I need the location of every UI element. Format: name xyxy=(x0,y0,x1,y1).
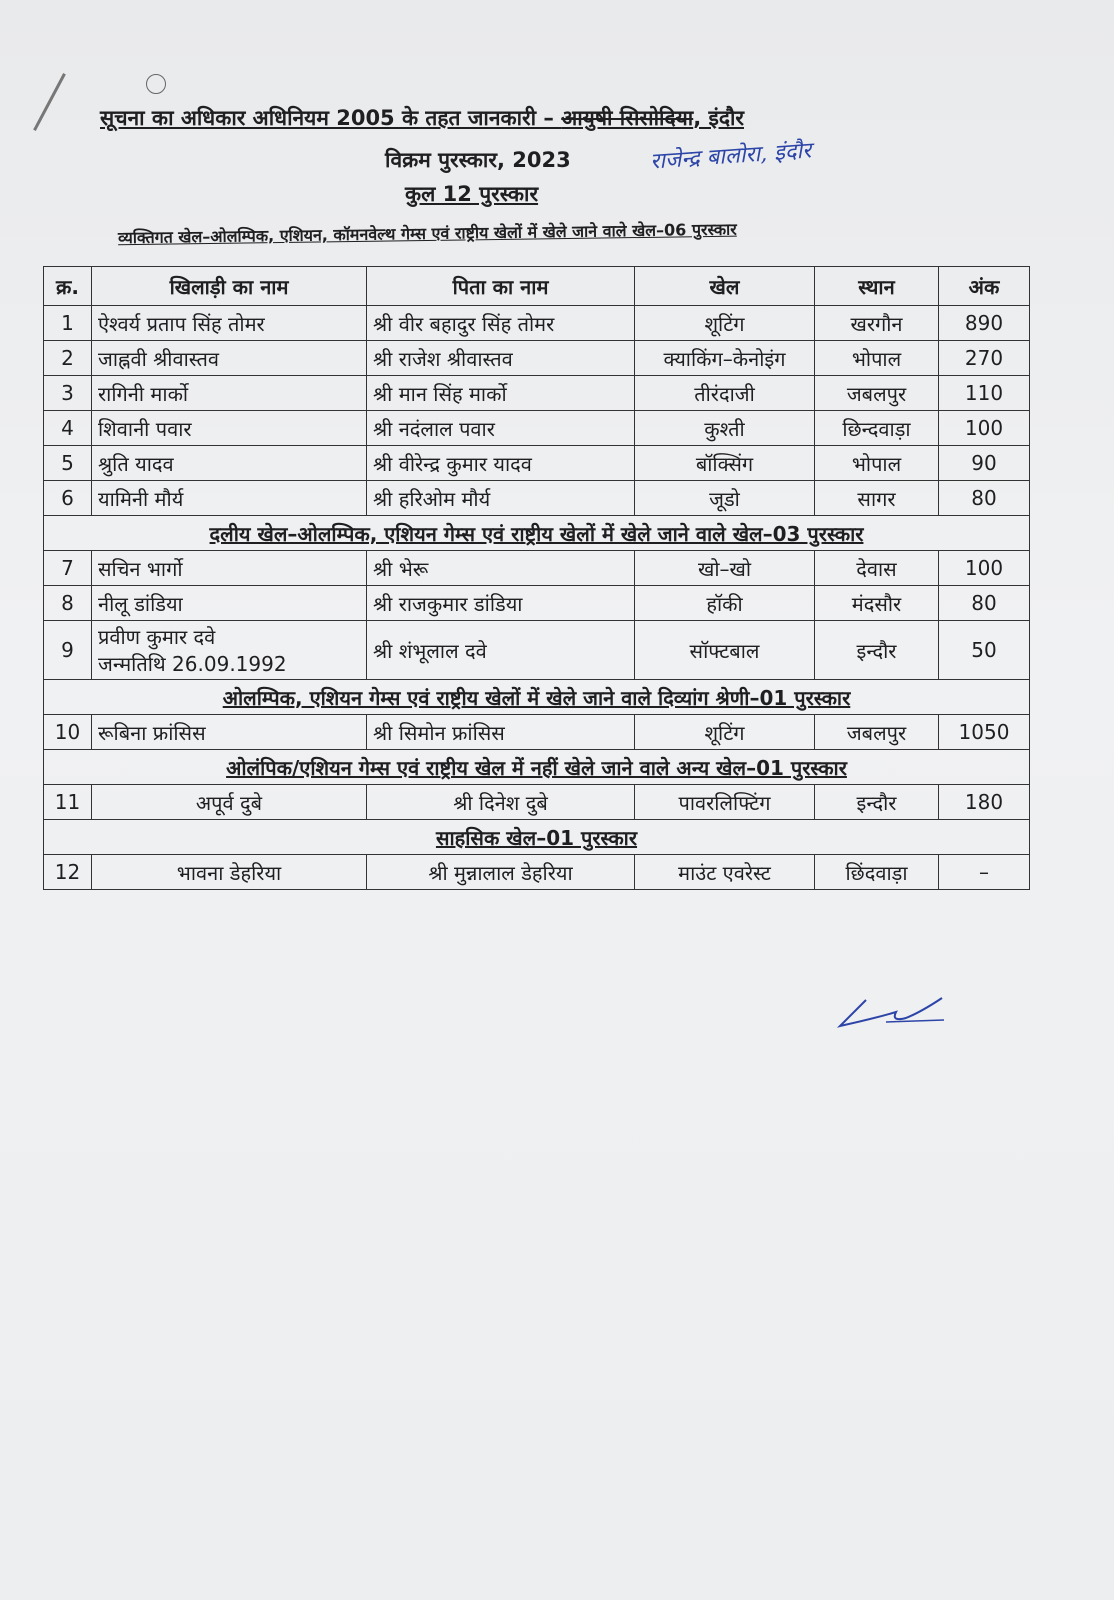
date-of-birth: जन्मतिथि 26.09.1992 xyxy=(98,652,287,676)
table-row: 11 अपूर्व दुबे श्री दिनेश दुबे पावरलिफ्टिंग इन्दौर 180 xyxy=(44,785,1030,820)
col-father-name: पिता का नाम xyxy=(367,267,635,306)
col-points: अंक xyxy=(939,267,1030,306)
struck-name: आयुषी सिसोदिया xyxy=(561,106,694,130)
table-header-row xyxy=(44,267,1030,306)
table-row: 12 भावना डेहरिया श्री मुन्नालाल डेहरिया माउंट एवरेस्ट छिंदवाड़ा – xyxy=(44,855,1030,890)
section5-title: साहसिक खेल–01 पुरस्कार xyxy=(44,820,1030,855)
award-name: विक्रम पुरस्कार, 2023 xyxy=(385,148,571,172)
section3-header-row xyxy=(44,680,1030,715)
section2-title: दलीय खेल–ओलम्पिक, एशियन गेम्स एवं राष्ट्रीय खेलों में खेले जाने वाले खेल–03 पुरस्कार xyxy=(44,516,1030,551)
col-place: स्थान xyxy=(815,267,939,306)
total-awards: कुल 12 पुरस्कार xyxy=(405,182,539,206)
punch-hole-circle xyxy=(146,74,166,94)
section5-header-row xyxy=(44,820,1030,855)
col-sport: खेल xyxy=(635,267,815,306)
section1-title: व्यक्तिगत खेल–ओलम्पिक, एशियन, कॉमनवेल्थ गेम्स एवं राष्ट्रीय खेलों में खेले जाने वाले खेल–06 पुरस्कार xyxy=(117,219,737,248)
table-row: 7 सचिन भार्गो श्री भेरू खो–खो देवास 100 xyxy=(44,551,1030,586)
table-row: 4 शिवानी पवार श्री नदंलाल पवार कुश्ती छिन्दवाड़ा 100 xyxy=(44,411,1030,446)
col-sn: क्र. xyxy=(44,267,92,306)
awards-table xyxy=(43,266,1030,890)
table-row: 2 जाह्नवी श्रीवास्तव श्री राजेश श्रीवास्तव क्याकिंग–केनोइंग भोपाल 270 xyxy=(44,341,1030,376)
table-row: 1 ऐश्वर्य प्रताप सिंह तोमर श्री वीर बहादुर सिंह तोमर शूटिंग खरगौन 890 xyxy=(44,306,1030,341)
section3-title: ओलम्पिक, एशियन गेम्स एवं राष्ट्रीय खेलों में खेले जाने वाले दिव्यांग श्रेणी–01 पुरस्कार xyxy=(44,680,1030,715)
handwritten-name: राजेन्द्र बालोरा, इंदौर xyxy=(649,138,813,175)
table-row: 9 प्रवीण कुमार दवे जन्मतिथि 26.09.1992 श्री शंभूलाल दवे सॉफ्टबाल इन्दौर 50 xyxy=(44,621,1030,680)
section4-header-row xyxy=(44,750,1030,785)
section2-header-row xyxy=(44,516,1030,551)
table-row: 10 रूबिना फ्रांसिस श्री सिमोन फ्रांसिस शूटिंग जबलपुर 1050 xyxy=(44,715,1030,750)
table-row: 5 श्रुति यादव श्री वीरेन्द्र कुमार यादव बॉक्सिंग भोपाल 90 xyxy=(44,446,1030,481)
signature-icon xyxy=(836,992,946,1032)
section4-title: ओलंपिक/एशियन गेम्स एवं राष्ट्रीय खेल में नहीं खेले जाने वाले अन्य खेल–01 पुरस्कार xyxy=(44,750,1030,785)
table-row: 3 रागिनी मार्को श्री मान सिंह मार्को तीरंदाजी जबलपुर 110 xyxy=(44,376,1030,411)
table-row: 8 नीलू डांडिया श्री राजकुमार डांडिया हॉकी मंदसौर 80 xyxy=(44,586,1030,621)
col-player-name: खिलाड़ी का नाम xyxy=(92,267,367,306)
table-row: 6 यामिनी मौर्य श्री हरिओम मौर्य जूडो सागर 80 xyxy=(44,481,1030,516)
player-name: प्रवीण कुमार दवे xyxy=(98,625,216,649)
document-title: सूचना का अधिकार अधिनियम 2005 के तहत जानकारी – आयुषी सिसोदिया, इंदौर xyxy=(100,106,745,130)
